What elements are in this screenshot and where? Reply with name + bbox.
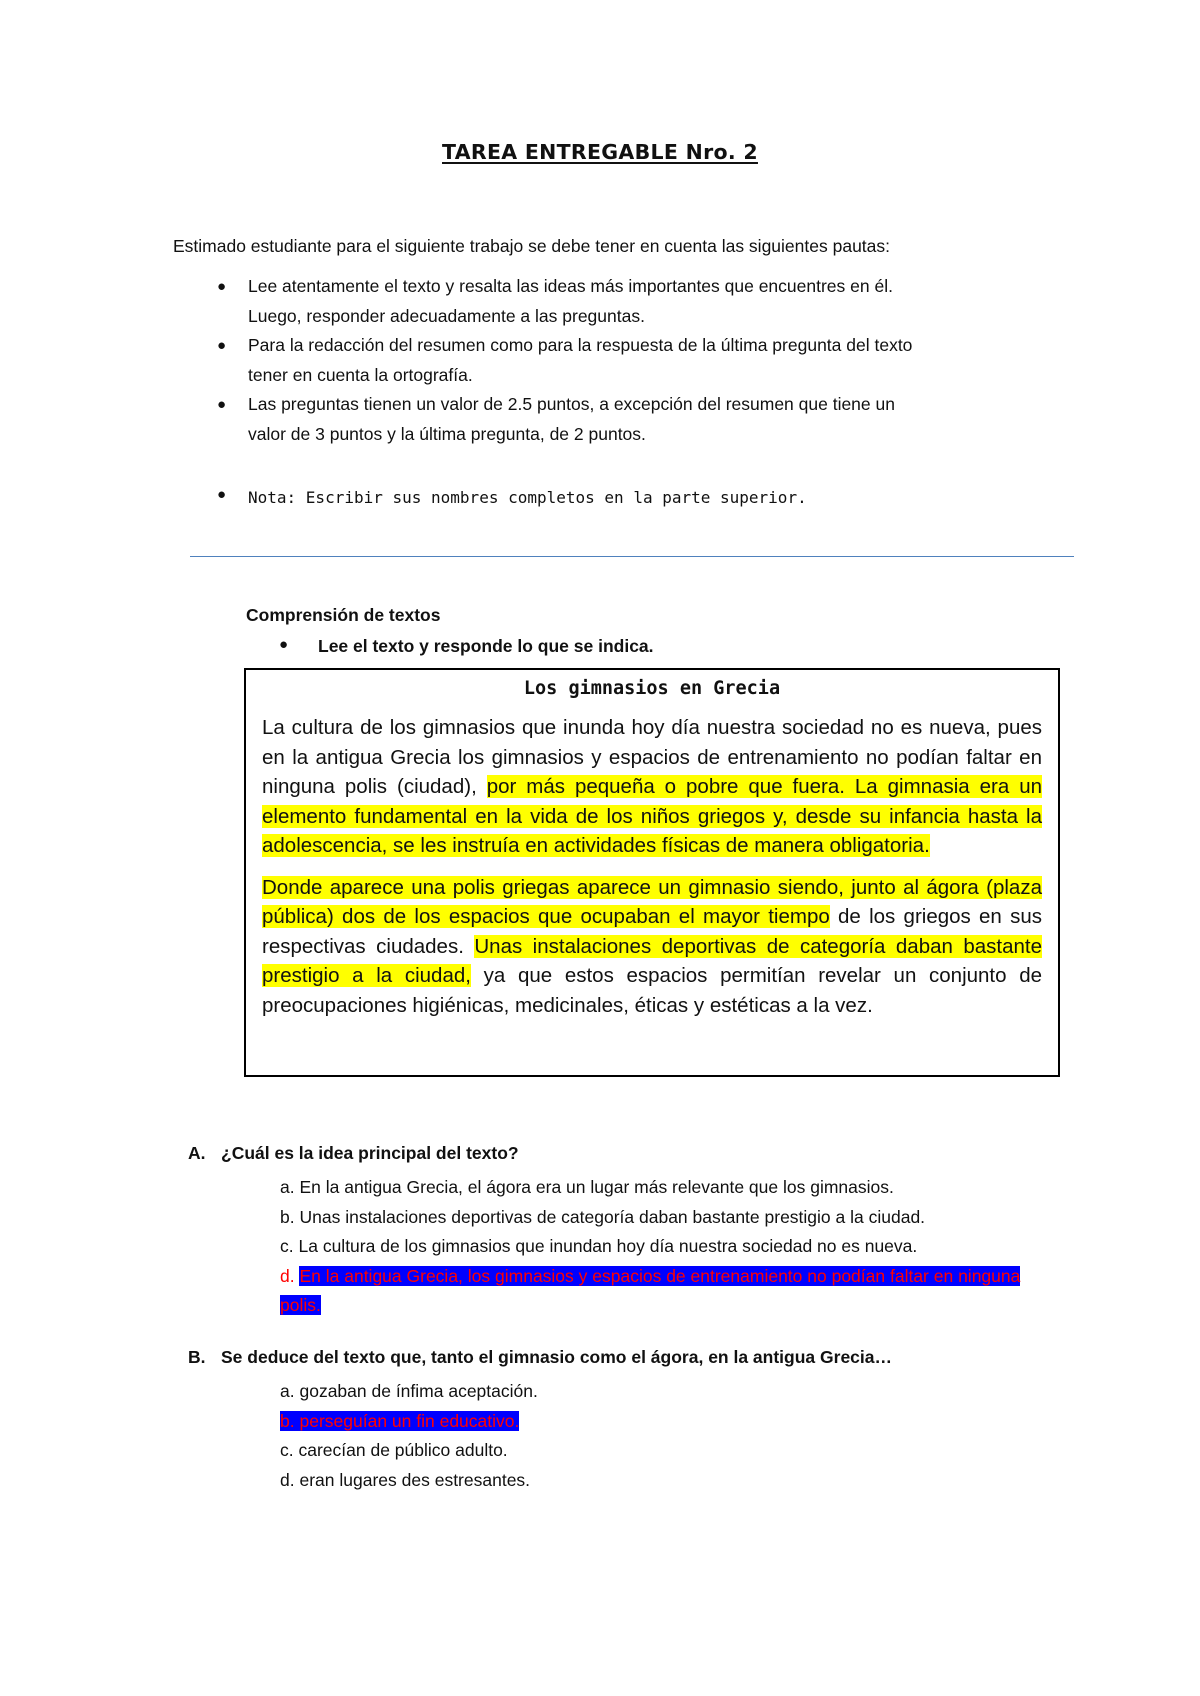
guideline-item <box>173 272 1033 331</box>
option-text: En la antigua Grecia, el ágora era un lugar más relevante que los gimnasios. <box>299 1177 894 1197</box>
highlighted-text: Donde aparece una polis griegas aparece un gimnasio siendo, junto al ágora (plaza pública) dos de los espacios que ocupaban el mayor tiempo <box>262 875 1042 928</box>
option-text: eran lugares des estresantes. <box>299 1469 531 1490</box>
section-heading: Comprensión de textos <box>246 605 441 625</box>
option-text-inner: perseguían un fin educativo. <box>299 1410 520 1431</box>
guideline-line: tener en cuenta la ortografía. <box>248 364 473 385</box>
guideline-line: Para la redacción del resumen como para la respuesta de la última pregunta del texto <box>248 335 913 355</box>
reading-box <box>244 668 1060 1077</box>
reading-title: Los gimnasios en Grecia <box>523 678 781 699</box>
option-item[interactable] <box>280 1377 1040 1407</box>
reading-text: de los griegos en sus respectivas ciudades. <box>262 905 1042 958</box>
guideline-item <box>173 331 1033 390</box>
option-text <box>280 1411 519 1431</box>
option-text: La cultura de los gimnasios que inundan hoy día nuestra sociedad no es nueva. <box>298 1236 918 1256</box>
option-text: gozaban de ínfima aceptación. <box>299 1381 538 1401</box>
options-list <box>280 1377 1040 1495</box>
option-item-selected[interactable] <box>280 1262 1040 1321</box>
question-letter: A. <box>188 1143 206 1163</box>
guideline-line: Las preguntas tienen un valor de 2.5 puntos, a excepción del resumen que tiene un <box>248 394 895 414</box>
option-item-selected[interactable] <box>280 1407 1040 1437</box>
bullet-icon: ● <box>217 486 227 503</box>
bullet-icon: ● <box>279 636 289 653</box>
option-letter: c. <box>280 1440 294 1460</box>
option-letter: a. <box>280 1177 295 1197</box>
option-letter: a. <box>280 1381 295 1401</box>
question-text: ¿Cuál es la idea principal del texto? <box>221 1143 519 1163</box>
guidelines-list <box>173 272 1033 449</box>
instruction-text: Lee el texto y responde lo que se indica. <box>318 636 654 656</box>
reading-paragraph <box>262 873 1042 1021</box>
option-item[interactable] <box>280 1203 1040 1233</box>
question-letter: B. <box>188 1347 206 1367</box>
option-letter: d. <box>280 1265 295 1286</box>
option-item[interactable] <box>280 1232 1040 1262</box>
highlighted-text: por más pequeña o pobre que fuera. La gimnasia era un elemento fundamental en la vida de los niños griegos y, desde su infancia hasta la adolescencia, se les instruía en actividades físicas de manera obligatoria. <box>262 775 1042 857</box>
page-title: TAREA ENTREGABLE Nro. 2 <box>442 140 758 164</box>
question-text: Se deduce del texto que, tanto el gimnasio como el ágora, en la antigua Grecia… <box>221 1347 892 1367</box>
option-item[interactable] <box>280 1436 1040 1466</box>
guideline-line: valor de 3 puntos y la última pregunta, de 2 puntos. <box>248 423 646 444</box>
bullet-icon: ● <box>217 396 227 413</box>
note-text: Nota: Escribir sus nombres completos en la parte superior. <box>248 488 807 507</box>
reading-text: La cultura de los gimnasios que inunda hoy día nuestra sociedad no es nueva, pues en la antigua Grecia los gimnasios y espacios de entrenamiento no podían faltar en ninguna polis (ciudad), <box>262 716 1042 798</box>
intro-text: Estimado estudiante para el siguiente trabajo se debe tener en cuenta las siguientes pautas: <box>173 236 891 256</box>
reading-text: ya que estos espacios permitían revelar un conjunto de preocupaciones higiénicas, medicinales, éticas y estéticas a la vez. <box>262 964 1042 1017</box>
option-item[interactable] <box>280 1466 1040 1496</box>
bullet-icon: ● <box>217 337 227 354</box>
options-list <box>280 1173 1040 1321</box>
option-letter: d. <box>280 1469 295 1490</box>
highlighted-text: Unas instalaciones deportivas de categoría daban bastante prestigio a la ciudad, <box>262 934 1042 987</box>
option-text: Unas instalaciones deportivas de categoría daban bastante prestigio a la ciudad. <box>299 1206 926 1227</box>
guideline-line: Luego, responder adecuadamente a las preguntas. <box>248 305 645 326</box>
guideline-line: Lee atentamente el texto y resalta las ideas más importantes que encuentres en él. <box>248 276 893 296</box>
option-item[interactable] <box>280 1173 1040 1203</box>
guideline-item <box>173 390 1033 449</box>
option-text: En la antigua Grecia, los gimnasios y espacios de entrenamiento no podían faltar en ninguna polis. <box>280 1265 1021 1315</box>
option-letter: c. <box>280 1236 294 1256</box>
bullet-icon: ● <box>217 278 227 295</box>
divider <box>190 556 1074 557</box>
option-letter: b. <box>280 1410 295 1431</box>
option-letter: b. <box>280 1206 295 1227</box>
option-text: carecían de público adulto. <box>298 1440 508 1460</box>
reading-paragraph <box>262 713 1042 861</box>
